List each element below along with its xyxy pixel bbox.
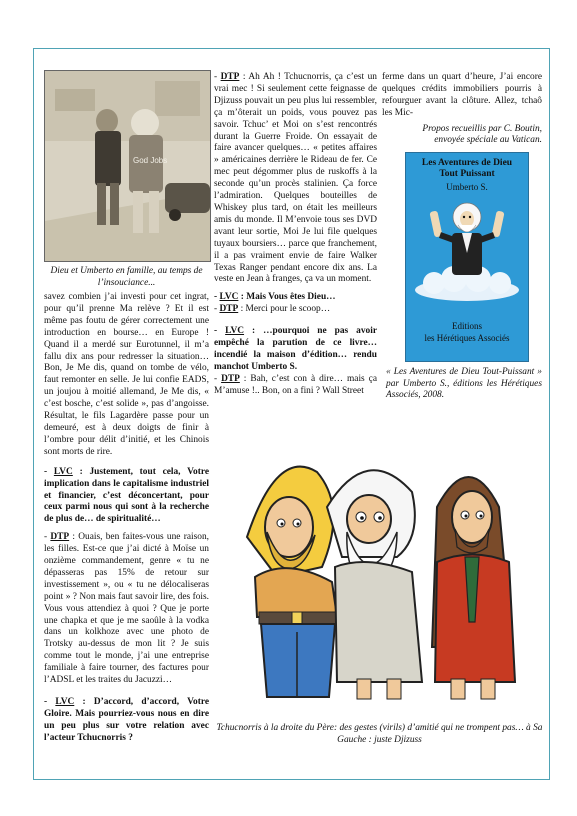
col2-question-1: - LVC : Mais Vous êtes Dieu… <box>214 292 336 303</box>
answer-text: : Bah, c’est con à dire… mais ça M’amuse !.. Bon, on a fini ? Wall Street <box>214 373 377 396</box>
book-publisher-2: les Hérétiques Associés <box>424 333 510 343</box>
answer-text: : Merci pour le scoop… <box>238 304 331 315</box>
book-cover <box>405 152 529 362</box>
col1-question-2: - LVC : D’accord, d’accord, Votre Gloire. Mais pourriez-vous nous en dire un peu plus sur votre relation avec l’acteur Tchucnorris ? <box>44 697 210 743</box>
figure-djizuss <box>432 477 515 699</box>
col3-paragraph: ferme dans un quart d’heure, J’ai encore quelques crédits immobiliers pourris à refourguer avant la clôture. Allez, tchaô les Mic- <box>382 72 542 118</box>
speaker-dtp: DTP <box>221 373 240 384</box>
photo-illustration <box>45 71 210 261</box>
interview-credit: Propos recueillis par C. Boutin, envoyée spéciale au Vatican. <box>422 123 542 146</box>
cartoon-caption: Tchucnorris à la droite du Père: des gestes (virils) d’amitié qui ne trompent pas… à Sa Gauche : juste Djizuss <box>216 723 543 745</box>
sepia-photo <box>44 70 211 262</box>
figure-tchucnorris <box>247 467 337 697</box>
col2-question-2: - LVC : …pourquoi ne pas avoir empêché la parution de ce livre…incendié la maison d’édition… rendu manchot Umberto S. <box>214 326 378 372</box>
answer-text: : Ouais, ben faites-vous une raison, les filles. Est-ce que j’ai dicté à Moïse un onzième commandement, genre « tu ne dépasseras pas 15% de retour sur investissement », ou « tu ne délocaliseras point » ? Non mais faut savoir lire, des fois. Vous vous attendiez à quoi ? Que je porte une chapka et que je me saoûle à la vodka dans un kolkhoze avec une photo de Trotsky au-dessus de mon lit ? Je suis comme tout le monde, j’ai une entreprise familiale à faire tourner, des factures pour l’ADSL et les traites du Jacuzzi… <box>44 532 209 686</box>
speaker-lvc: LVC <box>55 697 75 707</box>
col2-answer-3: - DTP : Bah, c’est con à dire… mais ça M’amuse !.. Bon, on a fini ? Wall Street <box>214 373 377 396</box>
col1-answer-1: - DTP : Ouais, ben faites-vous une raison, les filles. Est-ce que j’ai dicté à Moïse un onzième commandement, genre « tu ne dépasseras pas 15% de retour sur investissement », ou « tu ne délocaliseras point » ? Non mais faut savoir lire, des fois. Vous vous attendiez à quoi ? Que je porte une chapka et que je me saoûle à la vodka dans un kolkhoze avec une photo de Trotsky au-dessus de mon lit ? Je suis comme tout le monde, j’ai une entreprise familiale à faire tourner, des factures pour l’ADSL et les traites du Jacuzzi… <box>44 532 209 686</box>
question-text: : D’accord, d’accord, Votre Gloire. Mais pourriez-vous nous en dire un peu plus sur votre relation avec l’acteur Tchucnorris ? <box>44 697 210 743</box>
speaker-lvc: LVC <box>53 466 73 477</box>
book-publisher-1: Editions <box>451 321 482 331</box>
col1-question-1: - LVC : Justement, tout cela, Votre implication dans le capitalisme industriel et financier, c’est déconcertant, pour ceux parmi nous qui sont à la recherche de plus de… de spiritualité… <box>44 466 209 525</box>
column-2 <box>214 72 377 404</box>
cartoon-illustration <box>237 447 537 702</box>
question-text: : Mais Vous êtes Dieu… <box>238 292 336 303</box>
book-title: Les Aventures de Dieu Tout Puissant <box>421 158 513 179</box>
book-caption: « Les Aventures de Dieu Tout-Puissant » par Umberto S., éditions les Hérétiques Associés, 2008. <box>386 367 542 400</box>
speaker-dtp: DTP <box>219 304 239 315</box>
book-author: Umberto S. <box>446 182 488 192</box>
column-1 <box>44 292 209 751</box>
book-illustration <box>406 195 528 305</box>
figure-god <box>327 470 422 699</box>
column-3 <box>382 72 542 147</box>
question-text: : …pourquoi ne pas avoir empêché la parution de ce livre…incendié la maison d’édition… rendu manchot Umberto S. <box>214 326 378 372</box>
speaker-dtp: DTP <box>50 532 70 543</box>
col2-answer-1: - DTP : Ah Ah ! Tchucnorris, ça c’est un vrai mec ! Si seulement cette feignasse de Djizuss pouvait un peu plus lui ressembler, ça m’ôterait un poids, vous pouvez pas savoir. Tchuc’ et Moi on s’est rencontrés durant la Guerre Froide. On essayait de faire avancer quelques… « petites affaires » américaines derrière le Rideau de fer. Ce mec peut dégommer plus de ruskoffs à la seconde qu’un procès stalinien. Ça force l’admiration. Quelques bouteilles de Whiskey plus tard, on était les meilleurs amis du monde. Il M’envoie tous ses DVD avant leur sortie, Moi Je lui file quelques tuyaux boursiers… parce que franchement, il a pas vraiment envie de faire Walker Texas Ranger pendant encore dix ans. La veste en Jean à franges, ça va un moment. <box>214 72 377 285</box>
col1-paragraph: savez combien j’ai investi pour cet ingrat, pour qu’il prenne Ma relève ? Et il est même pas foutu de gérer correctement une introduction en bourse… en Europe ! Quand il a merdé sur Eurotunnel, il m’a fallu dix ans pour redresser la situation… Bon, Je Me dis, quand on tombe de vélo, faut remonter en selle. Je lui confie EADS, un joujou à moitié allemand, Je Me dis, « c’est bosche, c’est solide », pas d’angoisse. Résultat, le fils Lagardère passe pour un demeuré, est à deux doigts de finir à l’ombre pour délit d’initié, et les Chinois sont morts de rire. <box>44 292 209 457</box>
col2-answer-2: - DTP : Merci pour le scoop… <box>214 304 331 315</box>
question-text: : Justement, tout cela, Votre implication dans le capitalisme industriel et financier, c’est déconcertant, pour ceux parmi nous qui sont à la recherche de plus de… de spiritualité… <box>44 466 209 525</box>
photo-caption: Dieu et Umberto en famille, au temps de l’insouciance... <box>50 266 203 288</box>
speaker-dtp: DTP <box>220 72 240 82</box>
speaker-lvc: LVC <box>219 292 239 303</box>
answer-text: : Ah Ah ! Tchucnorris, ça c’est un vrai mec ! Si seulement cette feignasse de Djizuss pouvait un peu plus lui ressembler, ça m’ôterait un poids, vous pouvez pas savoir. Tchuc’ et Moi on s’est rencontrés durant la Guerre Froide. On essayait de faire avancer quelques… « petites affaires » américaines derrière le Rideau de fer. Ce mec peut dégommer plus de ruskoffs à la seconde qu’un procès stalinien. Ça force l’admiration. Quelques bouteilles de Whiskey plus tard, on était les meilleurs amis du monde. Il M’envoie tous ses DVD avant leur sortie, Moi Je lui file quelques tuyaux boursiers… parce que franchement, il a pas vraiment envie de faire Walker Texas Ranger pendant encore dix ans. La veste en Jean à franges, ça va un moment. <box>214 72 377 285</box>
svg-text:God Jobs: God Jobs <box>133 156 168 165</box>
speaker-lvc: LVC <box>225 326 245 337</box>
